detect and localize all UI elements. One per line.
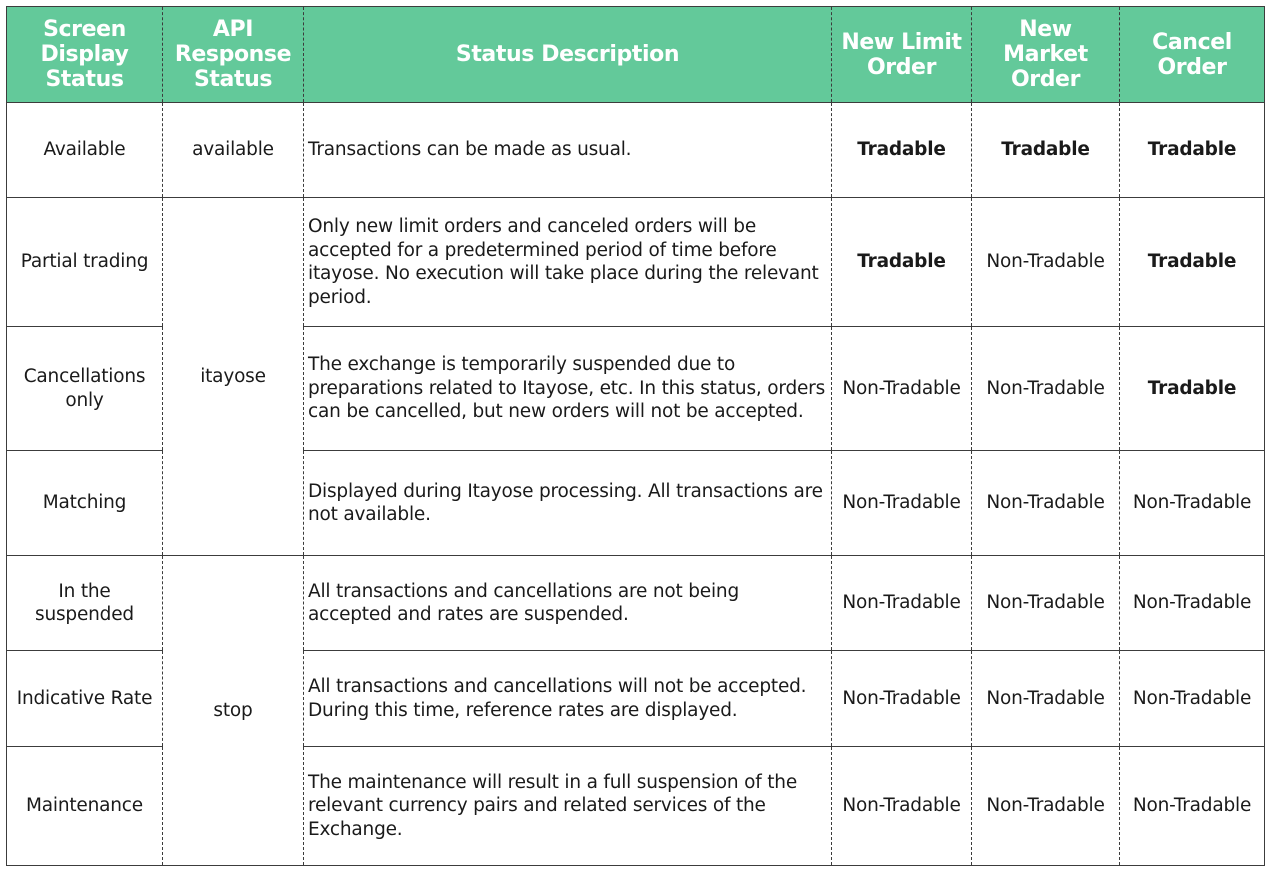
header-screen-status: Screen Display Status xyxy=(7,7,163,103)
table-body xyxy=(7,103,1265,866)
new-market-cell: Non-Tradable xyxy=(972,451,1120,556)
new-limit-cell: Non-Tradable xyxy=(832,451,972,556)
cancel-cell: Non-Tradable xyxy=(1120,451,1265,556)
header-cancel-order: Cancel Order xyxy=(1120,7,1265,103)
new-limit-cell: Non-Tradable xyxy=(832,556,972,651)
table-row xyxy=(7,556,1265,651)
api-status-cell: available xyxy=(163,103,304,198)
new-limit-cell: Tradable xyxy=(832,103,972,198)
new-market-cell: Non-Tradable xyxy=(972,198,1120,327)
new-limit-cell: Non-Tradable xyxy=(832,327,972,451)
new-market-cell: Tradable xyxy=(972,103,1120,198)
header-new-limit-order: New Limit Order xyxy=(832,7,972,103)
new-market-cell: Non-Tradable xyxy=(972,651,1120,747)
api-status-cell: itayose xyxy=(163,198,304,556)
status-table xyxy=(6,6,1265,866)
screen-status-cell: Matching xyxy=(7,451,163,556)
description-cell: All transactions and cancellations are not being accepted and rates are suspended. xyxy=(304,556,832,651)
description-cell: Only new limit orders and canceled orders will be accepted for a predetermined period of time before itayose. No execution will take place during the relevant period. xyxy=(304,198,832,327)
cancel-cell: Non-Tradable xyxy=(1120,747,1265,866)
screen-status-cell: Available xyxy=(7,103,163,198)
table-row xyxy=(7,103,1265,198)
new-limit-cell: Tradable xyxy=(832,198,972,327)
header-description: Status Description xyxy=(304,7,832,103)
cancel-cell: Non-Tradable xyxy=(1120,556,1265,651)
new-market-cell: Non-Tradable xyxy=(972,327,1120,451)
new-limit-cell: Non-Tradable xyxy=(832,747,972,866)
screen-status-cell: Indicative Rate xyxy=(7,651,163,747)
description-cell: Displayed during Itayose processing. All transactions are not available. xyxy=(304,451,832,556)
header-new-market-order: New Market Order xyxy=(972,7,1120,103)
description-cell: Transactions can be made as usual. xyxy=(304,103,832,198)
screen-status-cell: In the suspended xyxy=(7,556,163,651)
description-cell: The maintenance will result in a full suspension of the relevant currency pairs and related services of the Exchange. xyxy=(304,747,832,866)
cancel-cell: Tradable xyxy=(1120,198,1265,327)
table-header xyxy=(7,7,1265,103)
new-limit-cell: Non-Tradable xyxy=(832,651,972,747)
header-row xyxy=(7,7,1265,103)
header-api-status: API Response Status xyxy=(163,7,304,103)
screen-status-cell: Partial trading xyxy=(7,198,163,327)
description-cell: The exchange is temporarily suspended due to preparations related to Itayose, etc. In this status, orders can be cancelled, but new orders will not be accepted. xyxy=(304,327,832,451)
cancel-cell: Non-Tradable xyxy=(1120,651,1265,747)
table-row xyxy=(7,198,1265,327)
cancel-cell: Tradable xyxy=(1120,327,1265,451)
screen-status-cell: Cancellations only xyxy=(7,327,163,451)
api-status-cell: stop xyxy=(163,556,304,866)
screen-status-cell: Maintenance xyxy=(7,747,163,866)
new-market-cell: Non-Tradable xyxy=(972,747,1120,866)
new-market-cell: Non-Tradable xyxy=(972,556,1120,651)
description-cell: All transactions and cancellations will not be accepted. During this time, reference rates are displayed. xyxy=(304,651,832,747)
cancel-cell: Tradable xyxy=(1120,103,1265,198)
